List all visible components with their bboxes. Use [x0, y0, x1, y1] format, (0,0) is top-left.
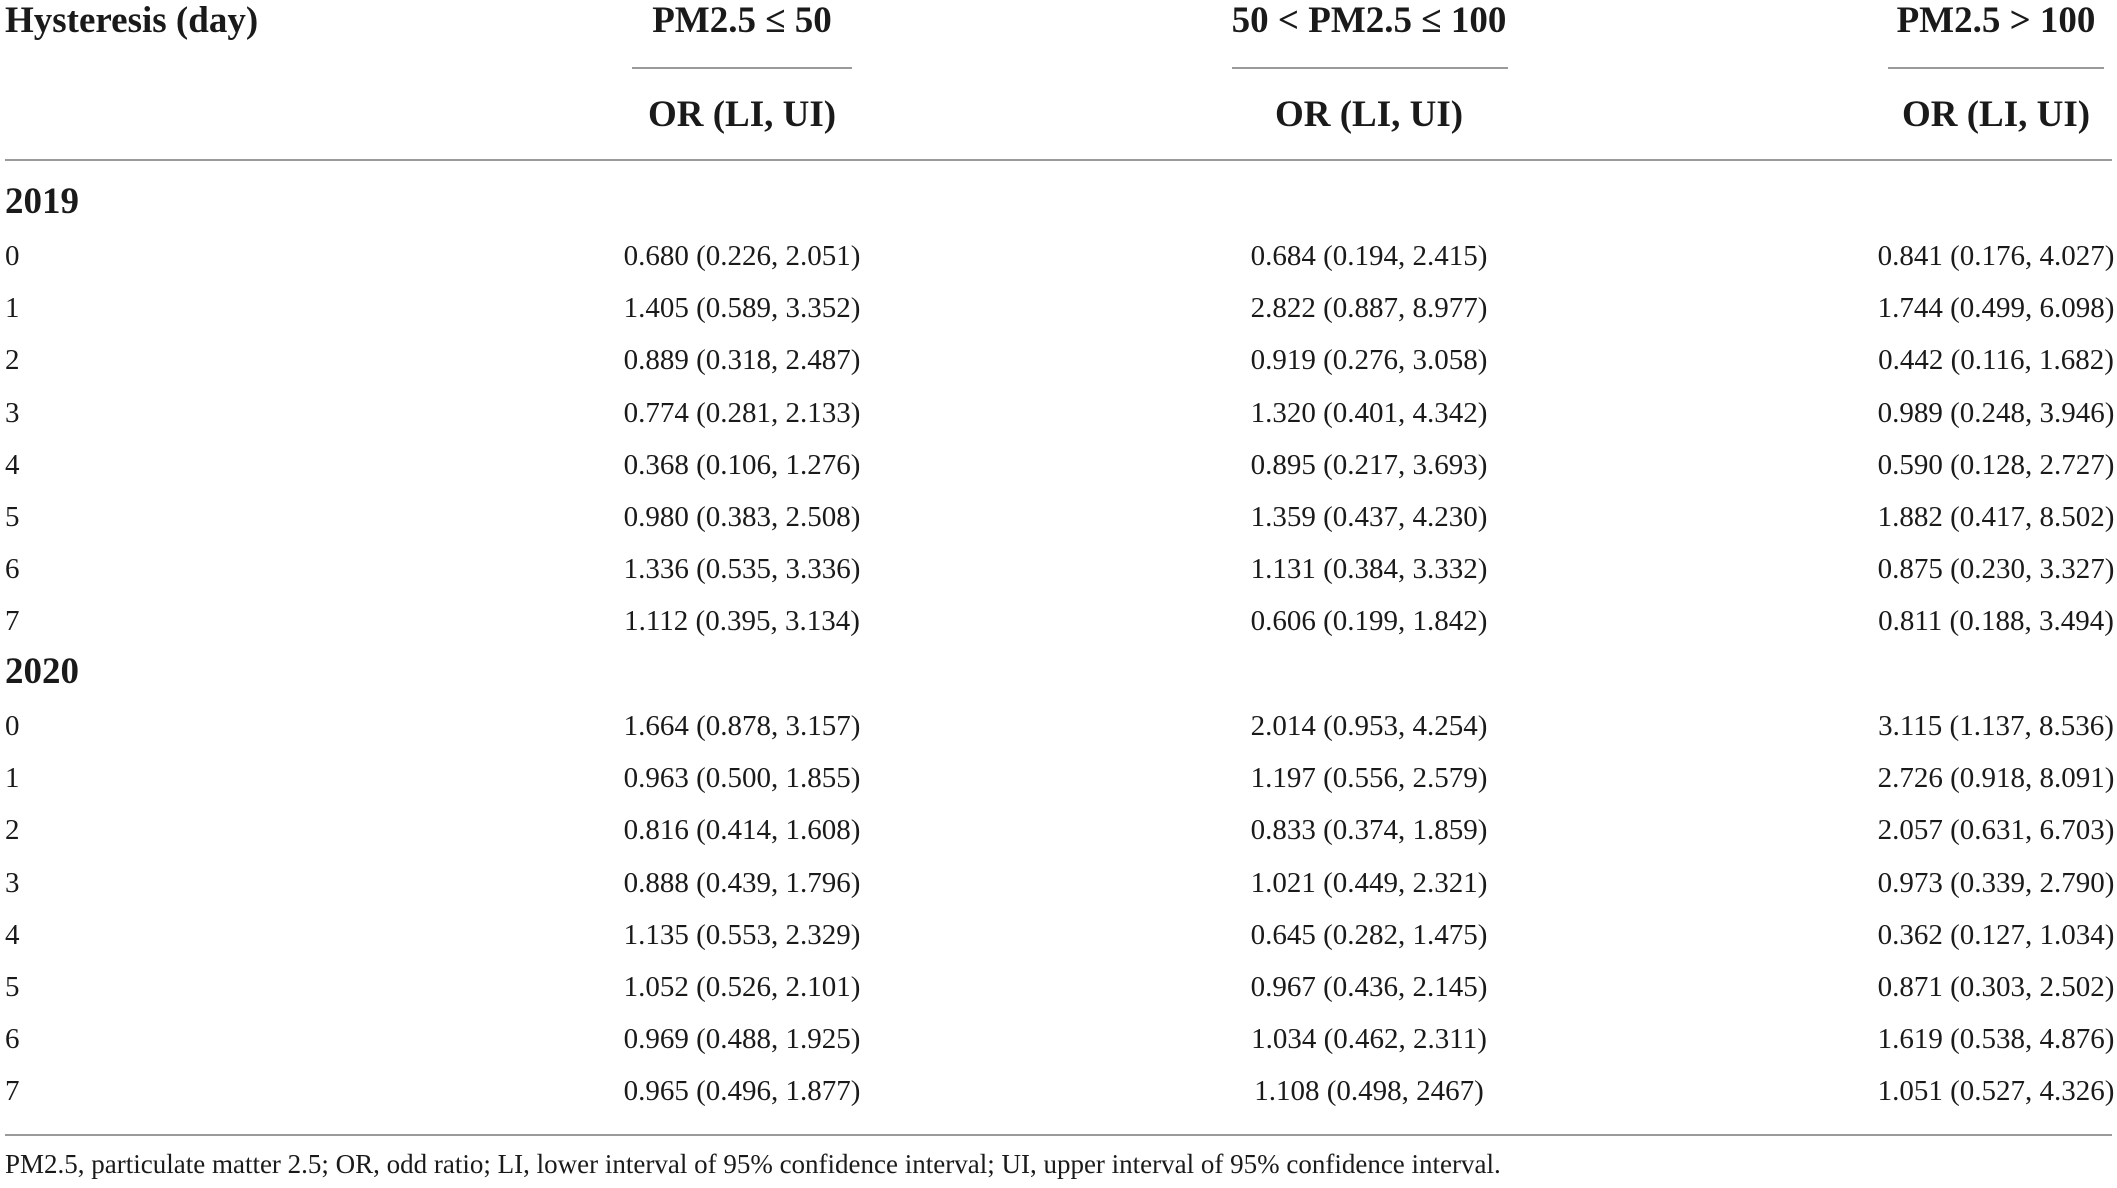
value-cell: 0.368 (0.106, 1.276)	[623, 449, 861, 481]
bottom-rule	[5, 1134, 2112, 1136]
value-cell: 0.645 (0.282, 1.475)	[1250, 919, 1488, 951]
section-year-2020: 2020	[5, 651, 79, 692]
subheader-low: OR (LI, UI)	[647, 94, 837, 135]
value-cell: 0.606 (0.199, 1.842)	[1250, 605, 1488, 637]
value-cell: 2.014 (0.953, 4.254)	[1250, 710, 1488, 742]
value-cell: 1.359 (0.437, 4.230)	[1250, 501, 1488, 533]
value-cell: 1.021 (0.449, 2.321)	[1250, 867, 1488, 899]
value-cell: 3.115 (1.137, 8.536)	[1878, 710, 2114, 742]
value-cell: 0.362 (0.127, 1.034)	[1877, 919, 2115, 951]
lag-cell: 6	[5, 1023, 20, 1055]
value-cell: 0.816 (0.414, 1.608)	[623, 814, 861, 846]
lag-cell: 6	[5, 553, 20, 585]
value-cell: 1.034 (0.462, 2.311)	[1251, 1023, 1487, 1055]
value-cell: 0.684 (0.194, 2.415)	[1250, 240, 1488, 272]
table-row	[0, 287, 2117, 329]
table-row	[0, 966, 2117, 1008]
lag-cell: 5	[5, 501, 20, 533]
lag-cell: 4	[5, 449, 20, 481]
value-cell: 0.442 (0.116, 1.682)	[1878, 344, 2114, 376]
value-cell: 1.131 (0.384, 3.332)	[1250, 553, 1488, 585]
group-rule-mid	[1232, 67, 1508, 69]
value-cell: 2.057 (0.631, 6.703)	[1877, 814, 2115, 846]
value-cell: 1.882 (0.417, 8.502)	[1877, 501, 2115, 533]
value-cell: 1.744 (0.499, 6.098)	[1877, 292, 2115, 324]
table-row	[0, 444, 2117, 486]
table-row	[0, 809, 2117, 851]
header-rule	[5, 159, 2112, 161]
value-cell: 0.680 (0.226, 2.051)	[623, 240, 861, 272]
group-header-high: PM2.5 > 100	[1896, 0, 2096, 41]
table-row	[0, 600, 2117, 642]
group-header-mid: 50 < PM2.5 ≤ 100	[1231, 0, 1507, 41]
group-header-low: PM2.5 ≤ 50	[652, 0, 832, 41]
lag-cell: 3	[5, 397, 20, 429]
value-cell: 0.811 (0.188, 3.494)	[1878, 605, 2114, 637]
table-row	[0, 914, 2117, 956]
value-cell: 0.965 (0.496, 1.877)	[623, 1075, 861, 1107]
table-row	[0, 339, 2117, 381]
lag-cell: 0	[5, 710, 20, 742]
subheader-high: OR (LI, UI)	[1901, 94, 2091, 135]
value-cell: 1.197 (0.556, 2.579)	[1250, 762, 1488, 794]
value-cell: 0.989 (0.248, 3.946)	[1877, 397, 2115, 429]
table-row	[0, 548, 2117, 590]
table-row	[0, 1018, 2117, 1060]
row-label-header: Hysteresis (day)	[5, 0, 259, 41]
table-row	[0, 757, 2117, 799]
value-cell: 0.590 (0.128, 2.727)	[1877, 449, 2115, 481]
value-cell: 2.822 (0.887, 8.977)	[1250, 292, 1488, 324]
table-footnote: PM2.5, particulate matter 2.5; OR, odd ratio; LI, lower interval of 95% confidence interval; UI, upper interval of 95% confidence interval.	[5, 1149, 1501, 1179]
value-cell: 0.973 (0.339, 2.790)	[1877, 867, 2115, 899]
lag-cell: 3	[5, 867, 20, 899]
value-cell: 0.969 (0.488, 1.925)	[623, 1023, 861, 1055]
lag-cell: 2	[5, 344, 20, 376]
value-cell: 1.108 (0.498, 2467)	[1254, 1075, 1484, 1107]
value-cell: 1.336 (0.535, 3.336)	[623, 553, 861, 585]
group-rule-high	[1888, 67, 2104, 69]
value-cell: 0.871 (0.303, 2.502)	[1877, 971, 2115, 1003]
table-row	[0, 1070, 2117, 1112]
lag-cell: 7	[5, 605, 20, 637]
value-cell: 0.967 (0.436, 2.145)	[1250, 971, 1488, 1003]
section-year-2019: 2019	[5, 181, 79, 222]
value-cell: 0.888 (0.439, 1.796)	[623, 867, 861, 899]
value-cell: 0.980 (0.383, 2.508)	[623, 501, 861, 533]
table-row	[0, 862, 2117, 904]
value-cell: 1.112 (0.395, 3.134)	[624, 605, 860, 637]
lag-cell: 2	[5, 814, 20, 846]
value-cell: 0.833 (0.374, 1.859)	[1250, 814, 1488, 846]
value-cell: 1.320 (0.401, 4.342)	[1250, 397, 1488, 429]
value-cell: 0.963 (0.500, 1.855)	[623, 762, 861, 794]
subheader-mid: OR (LI, UI)	[1274, 94, 1464, 135]
value-cell: 2.726 (0.918, 8.091)	[1877, 762, 2115, 794]
table-row	[0, 705, 2117, 747]
value-cell: 1.052 (0.526, 2.101)	[623, 971, 861, 1003]
value-cell: 1.405 (0.589, 3.352)	[623, 292, 861, 324]
lag-cell: 0	[5, 240, 20, 272]
value-cell: 0.774 (0.281, 2.133)	[623, 397, 861, 429]
value-cell: 0.919 (0.276, 3.058)	[1250, 344, 1488, 376]
lag-cell: 4	[5, 919, 20, 951]
value-cell: 1.619 (0.538, 4.876)	[1877, 1023, 2115, 1055]
value-cell: 0.895 (0.217, 3.693)	[1250, 449, 1488, 481]
table-row	[0, 392, 2117, 434]
lag-cell: 5	[5, 971, 20, 1003]
value-cell: 0.875 (0.230, 3.327)	[1877, 553, 2115, 585]
group-rule-low	[632, 67, 852, 69]
value-cell: 1.664 (0.878, 3.157)	[623, 710, 861, 742]
lag-cell: 1	[5, 762, 20, 794]
table-row	[0, 496, 2117, 538]
lag-cell: 1	[5, 292, 20, 324]
value-cell: 1.135 (0.553, 2.329)	[623, 919, 861, 951]
table-row	[0, 235, 2117, 277]
value-cell: 0.841 (0.176, 4.027)	[1877, 240, 2115, 272]
value-cell: 0.889 (0.318, 2.487)	[623, 344, 861, 376]
value-cell: 1.051 (0.527, 4.326)	[1877, 1075, 2115, 1107]
lag-cell: 7	[5, 1075, 20, 1107]
